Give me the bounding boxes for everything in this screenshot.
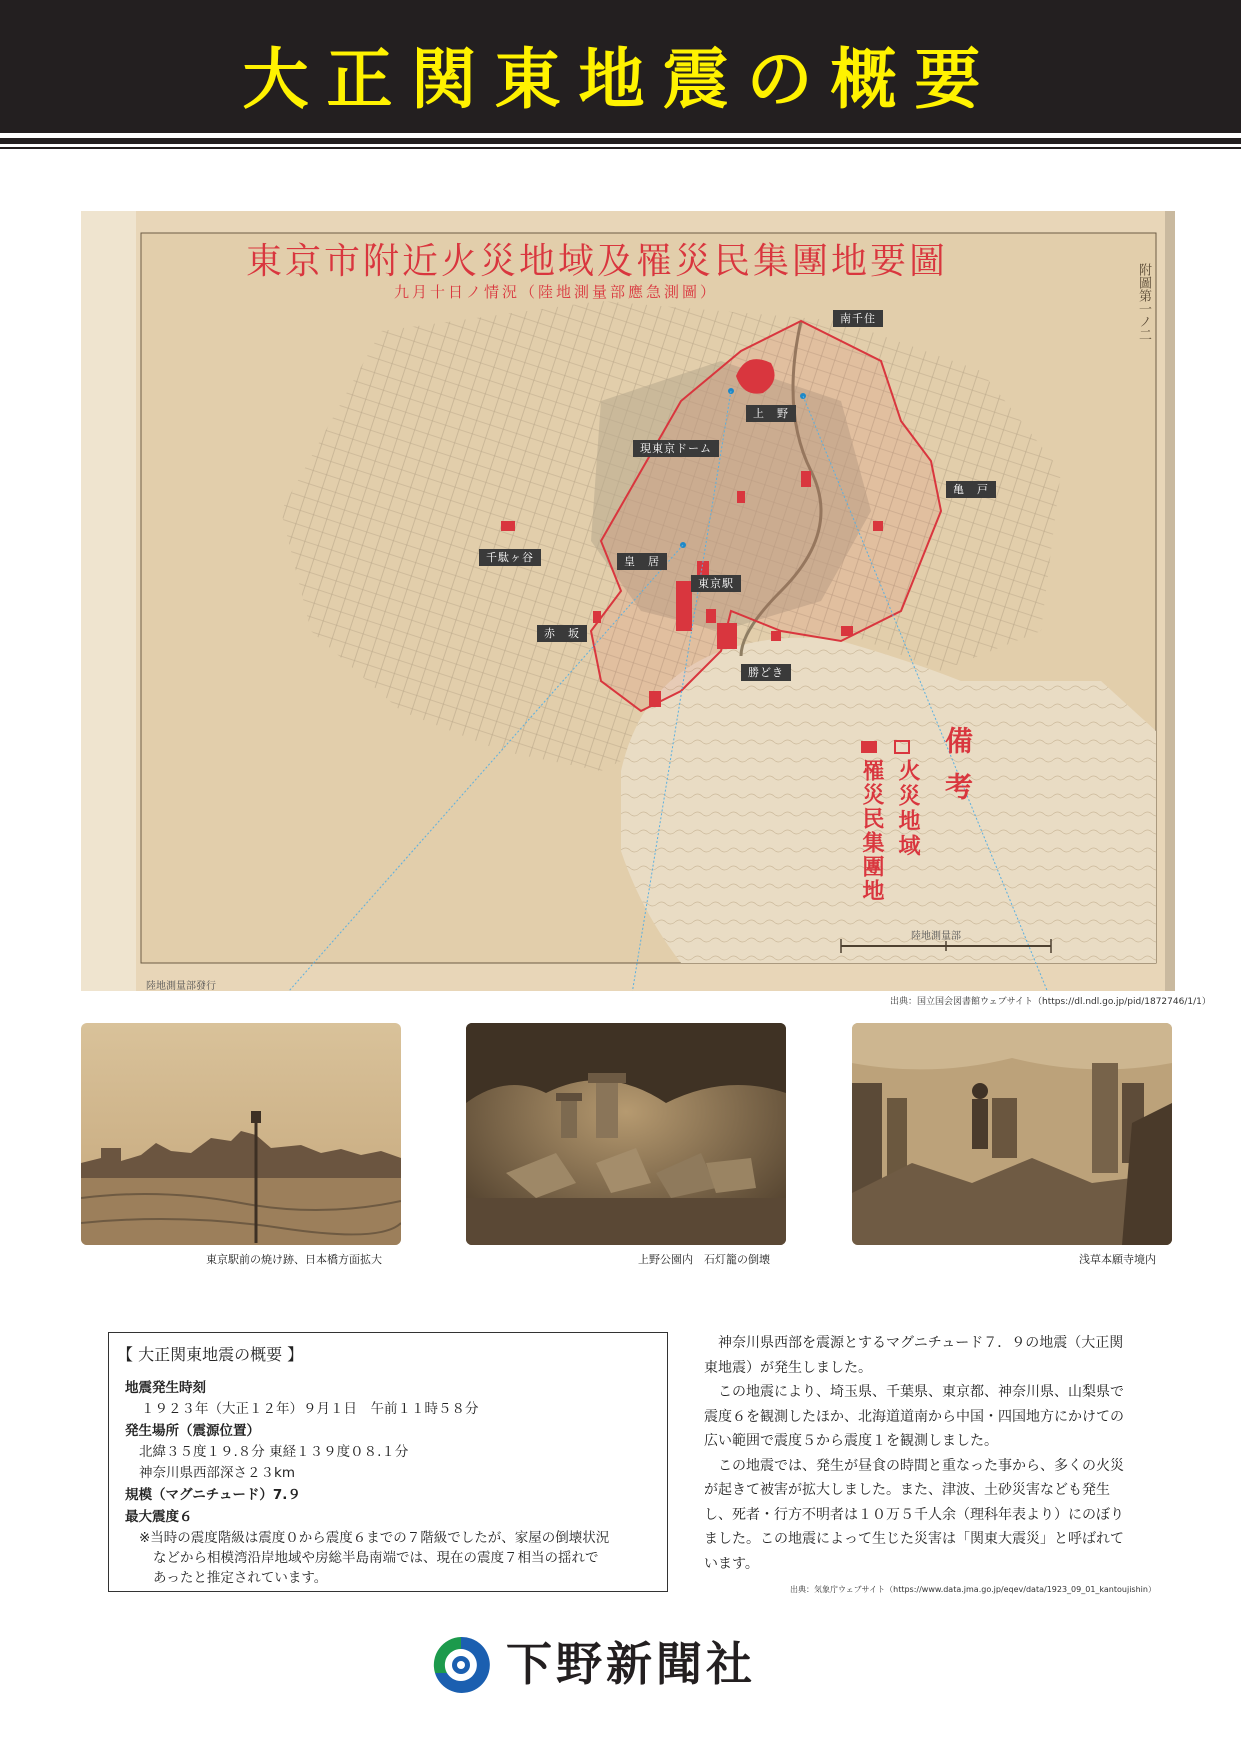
summary-note-1: ※当時の震度階級は震度０から震度６までの７階級でしたが、家屋の倒壊状況 (139, 1530, 610, 1546)
summary-title: 【 大正関東地震の概要 】 (117, 1345, 304, 1364)
description-paragraph-3: この地震では、発生が昼食の時間と重なった事から、多くの火災が起きて被害が拡大しました。また、津波、土砂災害なども発生し、死者・行方不明者は１０万５千人余（理科年表より）にのぼりました。この地震によって生じた災害は「関東大震災」と呼ばれています。 (704, 1457, 1124, 1572)
map-label-minamisenju: 南千住 (833, 310, 883, 327)
summary-box (108, 1332, 668, 1592)
photo-tokyo-station-ruins (81, 1023, 401, 1245)
summary-time-label: 地震発生時刻 (125, 1380, 206, 1396)
map-label-kokyo: 皇 居 (617, 553, 667, 570)
header-banner (0, 0, 1241, 133)
photo-ueno-lanterns (466, 1023, 786, 1245)
company-name: 下野新聞社 (506, 1637, 756, 1691)
summary-note-3: あったと推定されています。 (153, 1570, 328, 1586)
photo-asakusa-temple (852, 1023, 1172, 1245)
map-source: 出典：国立国会図書館ウェブサイト（https://dl.ndl.go.jp/pid/1872746/1/1） (890, 997, 1211, 1007)
summary-place-depth: 神奈川県西部深さ２３km (139, 1465, 295, 1481)
historic-map (81, 211, 1175, 991)
map-legend-header: 備考 (941, 726, 974, 818)
page-title: 大正関東地震の概要 (242, 41, 999, 118)
map-label-kachidoki: 勝どき (741, 664, 791, 681)
photo-caption-2: 上野公園内 石灯籠の倒壊 (638, 1253, 770, 1266)
map-label-kameido: 亀 戸 (946, 481, 996, 498)
map-label-ueno: 上 野 (746, 405, 796, 422)
map-legend-fire: 火災地域 (895, 759, 921, 859)
header-rule-thick (0, 138, 1241, 144)
summary-place-coords: 北緯３５度１９.８分 東経１３９度０８.１分 (139, 1444, 409, 1460)
photo-caption-3: 浅草本願寺境内 (1079, 1253, 1156, 1266)
company-logo-icon (429, 1633, 493, 1697)
header-rule-thin (0, 147, 1241, 149)
map-legend-refugee: 罹災民集團地 (859, 759, 885, 903)
map-bottom-note: 陸地測量部發行 (146, 981, 216, 991)
description-paragraph-1: 神奈川県西部を震源とするマグニチュード７．９の地震（大正関東地震）が発生しました。 (704, 1335, 1124, 1376)
map-title: 東京市附近火災地域及罹災民集團地要圖 (246, 241, 949, 282)
map-drawing (81, 211, 1175, 991)
map-label-tokyo-station: 東京駅 (691, 575, 741, 592)
description-paragraph-2: この地震により、埼玉県、千葉県、東京都、神奈川県、山梨県で震度６を観測したほか、北海道道南から中国・四国地方にかけての広い範囲で震度５から震度１を観測しました。 (704, 1384, 1124, 1449)
description (704, 1331, 1130, 1576)
map-label-tokyo-dome: 現東京ドーム (633, 440, 719, 457)
map-subtitle: 九月十日ノ情況（陸地測量部應急測圖） (394, 283, 719, 301)
description-source: 出典：気象庁ウェブサイト（https://www.data.jma.go.jp/eqev/data/1923_09_01_kantoujishin） (790, 1585, 1156, 1594)
fire-patch-station (676, 581, 692, 631)
map-scale-note: 陸地測量部 (911, 931, 961, 942)
summary-time-value: １９２３年（大正１２年）９月１日 午前１１時５８分 (141, 1401, 479, 1417)
summary-magnitude: 規模（マグニチュード）7.９ (125, 1487, 301, 1503)
map-label-akasaka: 赤 坂 (537, 625, 587, 642)
map-figure-number: 附圖第一ノ二 (1136, 263, 1151, 341)
photo-caption-1: 東京駅前の焼け跡、日本橋方面拡大 (206, 1253, 382, 1266)
summary-max-intensity: 最大震度６ (125, 1509, 193, 1525)
summary-place-label: 発生場所（震源位置） (125, 1423, 260, 1439)
summary-note-2: などから相模湾沿岸地域や房総半島南端では、現在の震度７相当の揺れで (153, 1550, 599, 1566)
map-label-sendagaya: 千駄ヶ谷 (479, 549, 541, 566)
